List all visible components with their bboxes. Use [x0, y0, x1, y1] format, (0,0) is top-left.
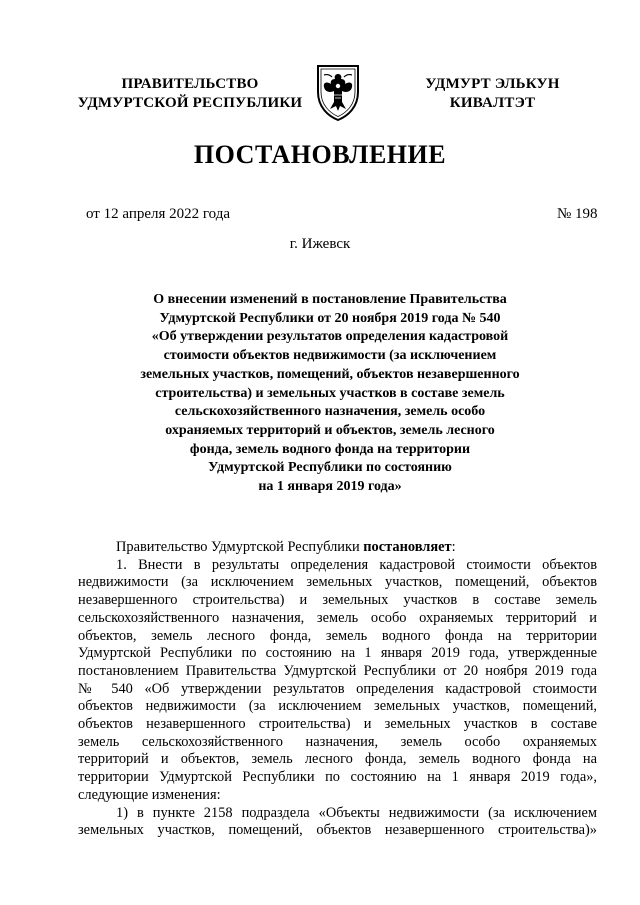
document-city: г. Ижевск — [289, 236, 351, 252]
subject-line: Удмуртской Республики по состоянию — [208, 460, 452, 476]
subject-line: Удмуртской Республики от 20 ноября 2019 года № 540 — [159, 310, 501, 326]
document-date: от 12 апреля 2022 года — [86, 206, 231, 222]
body-line: объектов незавершенного строительства) и земельных участков в составе — [78, 716, 597, 733]
government-name-russian — [70, 75, 310, 113]
document-number: № 198 — [557, 206, 598, 222]
subject-line: стоимости объектов недвижимости (за исключением — [163, 348, 497, 364]
intro-line — [78, 539, 597, 557]
subject-line: сельскохозяйственного назначения, земель особо — [174, 404, 486, 420]
subject-line: «Об утверждении результатов определения кадастровой — [151, 329, 509, 345]
body-line: земельных участков, помещений, объектов незавершенного строительства)» — [78, 822, 597, 839]
intro-end: : — [451, 539, 456, 555]
header-right-line1: УДМУРТ ЭЛЬКУН — [425, 76, 560, 92]
body-line: постановлением Правительства Удмуртской Республики от 20 ноября 2019 года — [78, 662, 597, 679]
body-line: недвижимости (за исключением земельных участков, помещений, объектов — [78, 574, 597, 591]
header-right-line2: КИВАЛТЭТ — [449, 95, 536, 111]
subject-line: О внесении изменений в постановление Правительства — [153, 292, 507, 307]
body-line: незавершенного строительства) и земельных участков в составе земель — [78, 592, 597, 609]
body-line: объектов, земель лесного фонда, земель водного фонда на территории — [78, 627, 597, 644]
body-line: сельскохозяйственного назначения, земель особо охраняемых территорий и — [78, 609, 597, 626]
document-body — [78, 539, 597, 840]
body-line: территорий и объектов, земель лесного фонда, земель водного фонда на — [78, 751, 597, 768]
government-name-udmurt — [410, 75, 575, 113]
body-line: 1) в пункте 2158 подраздела «Объекты недвижимости (за исключением — [116, 804, 597, 821]
subject-line: строительства) и земельных участков в составе земель — [155, 385, 505, 401]
body-line: № 540 «Об утверждении результатов определения кадастровой стоимости — [78, 680, 597, 697]
subject-line: земельных участков, помещений, объектов незавершенного — [140, 366, 520, 382]
body-line: Удмуртской Республики по состоянию на 1 января 2019 года, утвержденные — [78, 645, 597, 662]
document-title: ПОСТАНОВЛЕНИЕ — [193, 140, 447, 169]
document-subject — [120, 291, 540, 497]
body-line: территории Удмуртской Республики по состоянию на 1 января 2019 года», — [78, 769, 597, 786]
coat-of-arms-emblem — [314, 62, 362, 122]
intro-text: Правительство Удмуртской Республики — [116, 539, 364, 555]
body-line: 1. Внести в результаты определения кадастровой стоимости объектов — [116, 556, 597, 573]
subject-line: охраняемых территорий и объектов, земель лесного — [165, 422, 495, 438]
body-line: земель сельскохозяйственного назначения, земель особо охраняемых — [78, 733, 597, 750]
subject-line: фонда, земель водного фонда на территории — [189, 441, 471, 457]
body-line: объектов недвижимости (за исключением земельных участков, помещений, — [78, 698, 597, 715]
header-left-line2: УДМУРТСКОЙ РЕСПУБЛИКИ — [77, 95, 303, 111]
body-line: следующие изменения: — [78, 786, 221, 803]
subject-line: на 1 января 2019 года» — [258, 479, 402, 495]
header-left-line1: ПРАВИТЕЛЬСТВО — [121, 76, 259, 92]
intro-keyword: постановляет — [363, 539, 452, 555]
